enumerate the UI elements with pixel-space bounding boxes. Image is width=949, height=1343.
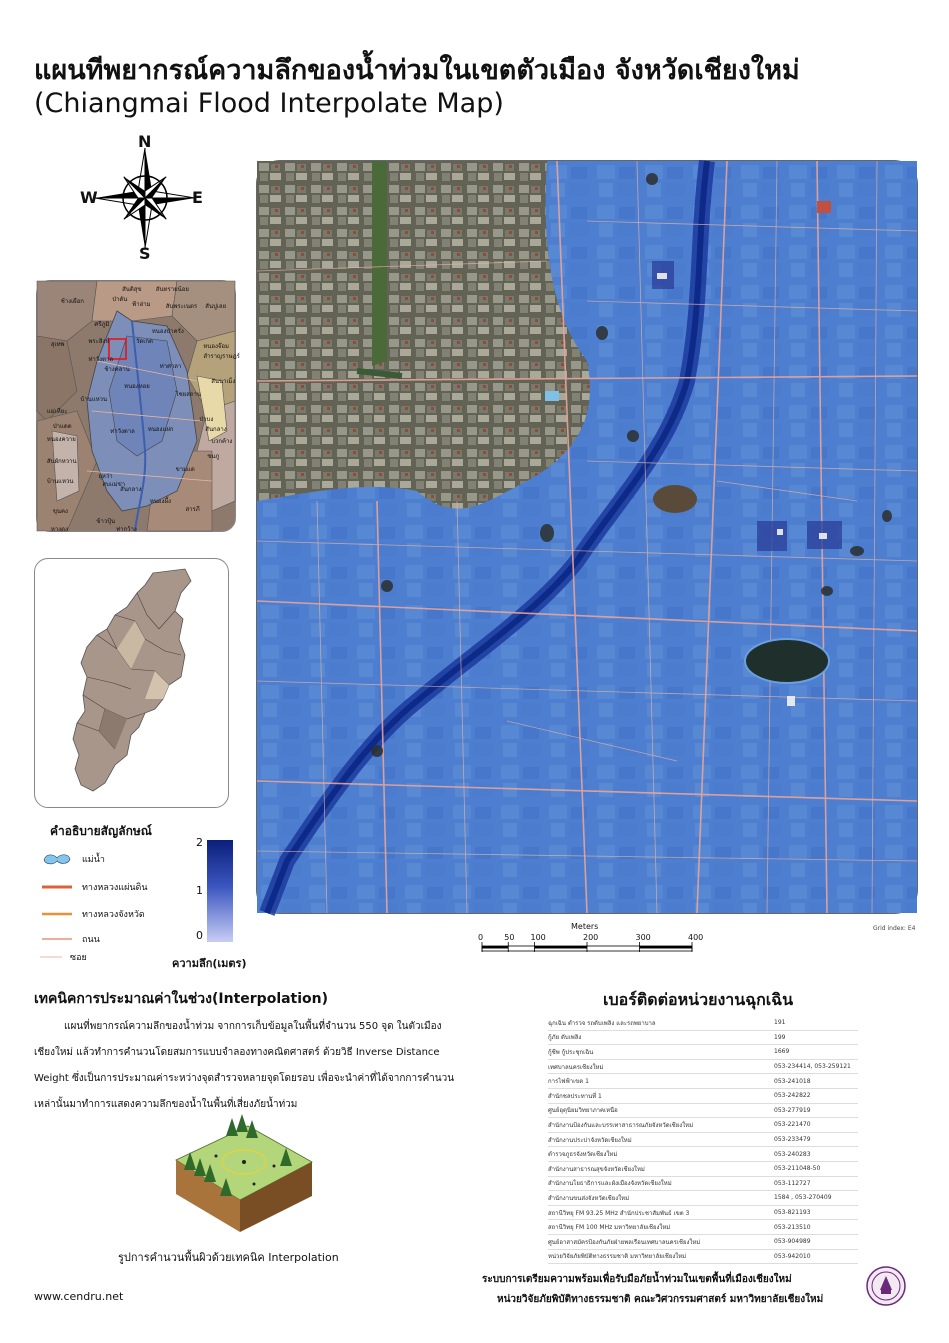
- legend-label-alley: ซอย: [70, 953, 87, 963]
- contact-name: หน่วยวิจัยภัยพิบัติทางธรรมชาติ มหาวิทยาลัยเชียงใหม่: [548, 1253, 687, 1261]
- website-link[interactable]: www.cendru.net: [34, 1290, 124, 1303]
- map-title-thai: แผนทีพยากรณ์ความลึกของน้ำท่วมในเขตตัวเมือง จังหวัดเชียงใหม่: [34, 55, 800, 86]
- contact-phone: 053-242822: [774, 1092, 811, 1100]
- table-row: [548, 1060, 858, 1075]
- method-description: แผนที่พยากรณ์ความลึกของน้ำท่วม จากการเก็บข้อมูลในพื้นที่จำนวน 550 จุด ในตัวเมืองเชียงใหม่ แล้วทำการคำนวนโดยสมการแบบจำลองทางคณิตศาสตร์ ด้วยวิธี Inverse Distance Weight ซึ่งเป็นการประมาณค่าระหว่างจุดสำรวจหลายจุดโดยรอบ เพื่อจะนำค่าที่ได้จากการคำนวนเหล่านั้นมาทำการแสดงความลึกของน้ำในพื้นที่เสี่ยงภัยน้ำท่วม: [34, 1021, 455, 1110]
- contact-name: สำนักงานโยธาธิการและผังเมืองจังหวัดเชียงใหม่: [548, 1180, 672, 1188]
- interpolation-terrain-illustration: [166, 1108, 316, 1242]
- national-highway-line-icon: [40, 880, 74, 894]
- scale-tick-label: 200: [583, 933, 599, 942]
- inset-place-label: ขุนคง: [52, 508, 68, 515]
- contact-name: ฉุกเฉิน ตำรวจ รถดับเพลิง และรถพยาบาล: [548, 1019, 656, 1027]
- table-row: [548, 1089, 858, 1104]
- emergency-title: เบอร์ติดต่อหน่วยงานฉุกเฉิน: [603, 990, 794, 1009]
- scale-unit-label: Meters: [571, 922, 599, 931]
- inset-place-label: ท่าวังตาล: [110, 428, 135, 435]
- grid-index-label: Grid index: E4: [873, 925, 916, 932]
- legend-title: คำอธิบายสัญลักษณ์: [50, 824, 152, 838]
- flood-map-canvas: [257, 161, 917, 913]
- table-row: [548, 1206, 858, 1221]
- inset-place-label: สันผักหวาน: [46, 458, 77, 465]
- inset-place-label: ช้างคลาน: [104, 365, 130, 373]
- contact-name: การไฟฟ้าเขต 1: [548, 1078, 589, 1086]
- inset-place-label: บ้านแหวน: [80, 395, 108, 403]
- table-row: [548, 1191, 858, 1206]
- contact-phone: 053-942010: [774, 1252, 811, 1260]
- table-row: [548, 1016, 858, 1031]
- legend-item-provincial-highway: [40, 907, 145, 921]
- inset-place-label: ขามแด: [175, 465, 195, 473]
- scale-tick-label: 50: [504, 933, 515, 942]
- inset-place-label: ป่าบง: [199, 415, 214, 423]
- depth-tick-min: 0: [196, 929, 203, 942]
- table-row: [548, 1147, 858, 1162]
- table-row: [548, 1133, 858, 1148]
- contact-name: กู้ชีพ กู้ประชุกเฉิน: [548, 1048, 594, 1056]
- inset-place-label: สันกลาง: [205, 425, 227, 433]
- contact-name: ตำรวจภูธรจังหวัดเชียงใหม่: [548, 1151, 618, 1159]
- road-line-icon: [40, 932, 74, 946]
- inset-place-label: หนองจ๊อม: [203, 343, 229, 350]
- inset-place-label: ข้าวปุ้น: [96, 518, 116, 525]
- contact-phone: 053-277919: [774, 1106, 811, 1114]
- inset-place-label: หนองแฝก: [147, 425, 174, 433]
- map-title-english: (Chiangmai Flood Interpolate Map): [34, 88, 504, 119]
- inset-place-label: สันทรายน้อย: [155, 285, 189, 293]
- compass-south-label: S: [139, 244, 151, 263]
- alley-line-icon: [40, 950, 62, 964]
- inset-place-label: ฟ้าฮ่าม: [132, 300, 151, 308]
- inset-place-label: หนองผึ้ง: [149, 498, 171, 505]
- contact-name: สำนักชลประทานที่ 1: [548, 1092, 602, 1100]
- compass-west-label: W: [80, 188, 98, 207]
- river-icon: [40, 852, 74, 866]
- contact-phone: 053-211048-50: [774, 1165, 821, 1173]
- scale-bar-segment: [640, 946, 693, 949]
- inset-place-label: สันปูเลย: [205, 303, 227, 310]
- depth-tick-max: 2: [196, 836, 203, 849]
- scale-tick-label: 0: [478, 933, 484, 942]
- table-row: [548, 1045, 858, 1060]
- inset-place-label: ท่าวังตาล: [88, 355, 114, 363]
- contact-phone: 053-213510: [774, 1223, 811, 1231]
- inset-place-label: หนองหอย: [124, 383, 150, 390]
- contact-phone: 1584 , 053-270409: [774, 1194, 832, 1202]
- inset-place-label: สันพระเนตร: [165, 303, 198, 310]
- contact-phone: 053-904989: [774, 1238, 811, 1246]
- legend-label-river: แม่น้ำ: [82, 855, 105, 865]
- table-row: [548, 1235, 858, 1250]
- contact-name: สำนักงานขนส่งจังหวัดเชียงใหม่: [548, 1194, 630, 1202]
- compass-rose: [80, 134, 210, 264]
- contact-phone: 053-241018: [774, 1077, 811, 1085]
- contact-phone: 199: [774, 1033, 786, 1041]
- university-seal-icon: [866, 1266, 906, 1306]
- inset-place-label: ศรีภูมิ: [94, 320, 110, 328]
- contact-name: สถานีวิทยุ FM 100 MHz มหาวิทยาลัยเชียงใหม่: [548, 1224, 671, 1232]
- inset-place-label: บ้านแหวน: [46, 478, 74, 485]
- emergency-contacts-table: [548, 1016, 858, 1264]
- inset-place-label: สันติสุข: [122, 285, 142, 293]
- contact-phone: 053-240283: [774, 1150, 811, 1158]
- contact-phone: 053-234414, 053-259121: [774, 1063, 851, 1071]
- inset-place-label: ช้างเผือก: [60, 298, 84, 305]
- scale-tick-label: 100: [530, 933, 546, 942]
- table-row: [548, 1118, 858, 1133]
- flood-depth-map[interactable]: [256, 160, 918, 914]
- inset-place-label: สบแม่ข่า: [102, 480, 126, 488]
- inset-place-label: ท่าศาลา: [159, 363, 182, 370]
- provincial-highway-line-icon: [40, 907, 74, 921]
- inset-place-label: ป่าแดด: [52, 423, 72, 430]
- inset-place-label: พระสิงห์: [88, 338, 110, 345]
- province-polygon: [35, 559, 228, 807]
- depth-tick-mid: 1: [196, 884, 203, 897]
- inset-place-label: หนองควาย: [46, 435, 76, 443]
- compass-east-label: E: [192, 188, 203, 207]
- inset-place-label: สุเทพ: [50, 340, 65, 348]
- scale-bar: [478, 922, 708, 962]
- method-title: เทคนิคการประมาณค่าในช่วง(Interpolation): [34, 991, 329, 1007]
- inset-place-label: ไชยสถาน: [175, 390, 201, 398]
- table-row: [548, 1220, 858, 1235]
- province-inset-map: [34, 558, 229, 808]
- scale-bar-segment: [482, 946, 508, 949]
- inset-place-label: หางดง: [50, 525, 68, 533]
- table-row: [548, 1250, 858, 1265]
- inset-place-label: บวกค้าง: [211, 438, 233, 445]
- inset-place-label: สันกลาง: [120, 485, 142, 493]
- contact-name: เทศบาลนครเชียงใหม่: [548, 1063, 604, 1071]
- contact-phone: 053-221470: [774, 1121, 811, 1129]
- contact-name: สถานีวิทยุ FM 93.25 MHz สำนักประชาสัมพันธ์ เขต 3: [548, 1209, 690, 1217]
- contact-name: สำนักงานสาธารณสุขจังหวัดเชียงใหม่: [548, 1165, 645, 1173]
- contact-phone: 191: [774, 1019, 786, 1027]
- depth-color-ramp: [207, 840, 233, 942]
- location-inset-map: [36, 280, 240, 533]
- contact-phone: 1669: [774, 1048, 790, 1056]
- legend-item-national-highway: [40, 880, 148, 894]
- inset-place-label: ป่าตัน: [112, 295, 128, 303]
- inset-place-label: ชมภู: [207, 453, 220, 460]
- table-row: [548, 1031, 858, 1046]
- contact-name: สำนักงานป้องกันและบรรเทาสาธารณภัยจังหวัดเชียงใหม่: [548, 1121, 694, 1129]
- contact-phone: 053-233479: [774, 1136, 811, 1144]
- table-row: [548, 1162, 858, 1177]
- inset-place-label: สารภี: [185, 505, 200, 513]
- inset-place-label: สันนาเม็ง: [211, 378, 236, 385]
- table-row: [548, 1104, 858, 1119]
- table-row: [548, 1074, 858, 1089]
- contact-name: กู้ภัย ดับเพลิง: [548, 1034, 582, 1042]
- inset-place-label: หนองป่าครั่ง: [151, 328, 184, 335]
- legend-label-road: ถนน: [82, 935, 100, 945]
- legend-label-national-highway: ทางหลวงแผ่นดิน: [82, 883, 148, 893]
- legend-item-river: [40, 852, 105, 866]
- contact-name: ศูนย์อุตุนิยมวิทยาภาคเหนือ: [548, 1107, 618, 1115]
- contact-phone: 053-112727: [774, 1179, 811, 1187]
- compass-north-label: N: [138, 132, 152, 151]
- contact-name: สำนักงานประปาจังหวัดเชียงใหม่: [548, 1136, 632, 1144]
- inset-place-label: ยุหว่า: [98, 473, 113, 480]
- table-row: [548, 1177, 858, 1192]
- scale-bar-segment: [535, 946, 588, 949]
- inset-place-label: แม่เหียะ: [46, 408, 68, 415]
- terrain-caption: รูปการคำนวนพื้นผิวด้วยเทคนิค Interpolation: [118, 1251, 339, 1264]
- contact-name: ศูนย์อาสาสมัครป้องกันภัยฝ่ายพลเรือนเทศบาลนครเชียงใหม่: [548, 1238, 701, 1246]
- inset-place-label: สำราญราษฎร์: [203, 353, 240, 360]
- inset-place-label: วัดเกต: [136, 338, 153, 345]
- scale-tick-label: 300: [635, 933, 651, 942]
- legend-label-provincial-highway: ทางหลวงจังหวัด: [82, 910, 145, 920]
- footer-organization: หน่วยวิจัยภัยพิบัติทางธรรมชาติ คณะวิศวกรรมศาสตร์ มหาวิทยาลัยเชียงใหม่: [497, 1294, 824, 1305]
- inset-place-label: ท่ากว้าง: [116, 525, 137, 533]
- footer-project-name: ระบบการเตรียมความพร้อมเพื่อรับมือภัยน้ำท่วมในเขตพื้นที่เมืองเชียงใหม่: [482, 1274, 792, 1285]
- legend-item-road: [40, 932, 100, 946]
- scale-tick-label: 400: [688, 933, 704, 942]
- contact-phone: 053-821193: [774, 1209, 811, 1217]
- depth-legend-title: ความลึก(เมตร): [172, 957, 247, 970]
- legend-item-alley: [40, 950, 87, 964]
